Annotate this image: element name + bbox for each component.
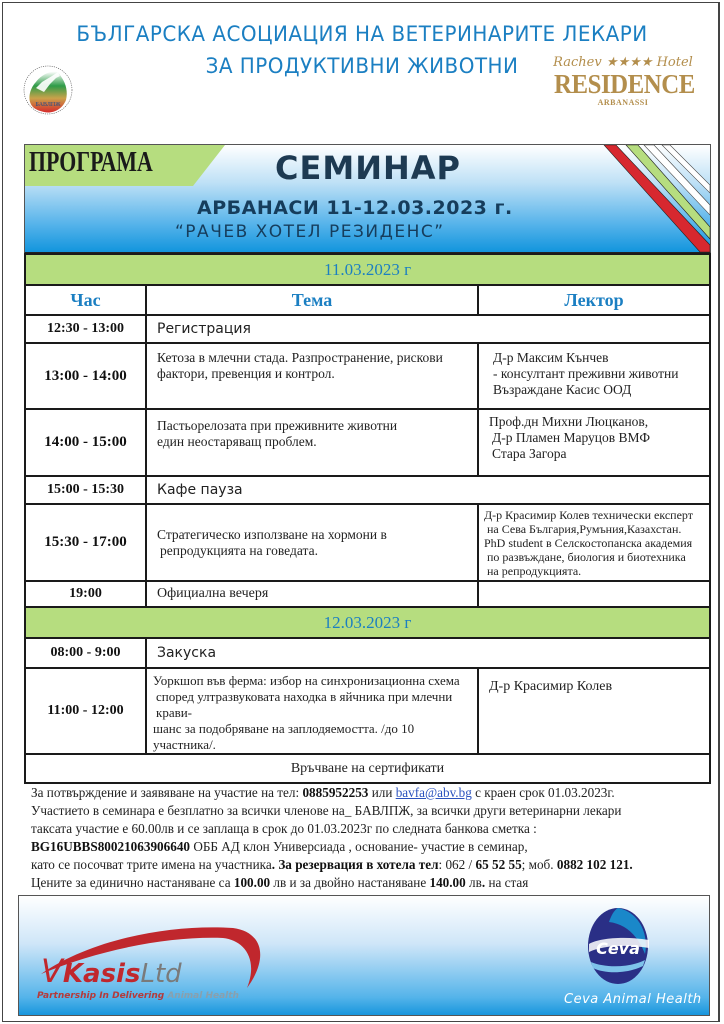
topic-line: Уоркшоп във ферма: избор на синхронизационна схема	[153, 673, 460, 688]
row-time: 11:00 - 12:00	[25, 668, 146, 754]
table-row	[25, 668, 710, 754]
association-title-line1: БЪЛГАРСКА АСОЦИАЦИЯ НА ВЕТЕРИНАРИТЕ ЛЕКАРИ	[76, 22, 648, 46]
row-topic: Закуска	[146, 638, 710, 668]
lecturer-line: Д-р Пламен Маруцов ВМФ	[492, 430, 650, 445]
kasis-suffix: Ltd	[140, 959, 182, 989]
topic-line: фактори, превенция и контрол.	[157, 366, 335, 381]
sponsors-banner	[18, 895, 710, 1016]
row-topic	[146, 343, 478, 409]
kasis-tagline-b: Animal Health	[167, 991, 239, 1001]
row-topic: Официална вечеря	[146, 581, 478, 607]
info-text: с краен срок 01.03.2023г.	[471, 785, 615, 800]
table-row	[25, 343, 710, 409]
table-row	[25, 476, 710, 504]
seminar-banner	[24, 144, 711, 254]
info-text-bold: . За резервация в хотела тел	[271, 857, 439, 872]
info-text: като се посочват трите имена на участника	[31, 857, 272, 872]
seminar-venue: “РАЧЕВ ХОТЕЛ РЕЗИДЕНС”	[175, 222, 445, 242]
row-lecturer	[478, 581, 710, 607]
decorative-stripes	[600, 145, 710, 252]
ceva-tagline: Ceva Animal Health	[564, 992, 702, 1007]
column-header-row	[25, 285, 710, 315]
day1-date: 11.03.2023 г	[25, 254, 710, 285]
ceva-logo-text: Ceva	[596, 939, 640, 958]
row-time: 14:00 - 15:00	[25, 409, 146, 476]
closing-row	[25, 754, 710, 783]
day1-date-row	[25, 254, 710, 285]
hotel-phone: 65 52 55	[475, 857, 522, 872]
lecturer-line: Д-р Красимир Колев технически експерт	[484, 507, 694, 522]
day2-date: 12.03.2023 г	[25, 607, 710, 638]
kasis-v-mark: V	[41, 952, 63, 990]
seminar-place-date: АРБАНАСИ 11-12.03.2023 г.	[197, 197, 513, 219]
lecturer-line: Д-р Красимир Колев	[489, 679, 613, 694]
info-line-1	[31, 784, 711, 802]
kasis-tagline	[37, 991, 239, 1001]
association-title-line2: ЗА ПРОДУКТИВНИ ЖИВОТНИ	[205, 54, 519, 78]
info-line-4	[31, 838, 711, 856]
hotel-logo-location: ARBANASSI	[597, 98, 649, 107]
program-label: ПРОГРАМА	[29, 147, 153, 178]
info-line-3: таксата участие е 60.00лв и се заплаща в срок до 01.03.2023г по следната банкова сметка :	[31, 821, 537, 836]
info-text-bold: .	[629, 857, 633, 872]
row-lecturer	[478, 409, 710, 476]
row-lecturer	[478, 343, 710, 409]
topic-line: шанс за подобряване на заплодяемостта. /до 10 участника/.	[153, 721, 415, 752]
row-topic	[146, 409, 478, 476]
row-topic	[146, 504, 478, 581]
schedule-table	[24, 253, 711, 784]
double-room-price: 140.00	[429, 875, 466, 890]
row-time: 19:00	[25, 581, 146, 607]
info-text: : 062 /	[438, 857, 476, 872]
info-text: или	[368, 785, 396, 800]
ceva-globe-logo	[579, 904, 657, 988]
lecturer-line: на Сева България,Румъния,Казахстан.	[487, 521, 682, 536]
topic-line: според ултразвуковата находка в яйчника при млечни крави-	[156, 689, 453, 720]
table-row	[25, 638, 710, 668]
column-header-time: Час	[25, 285, 146, 315]
hotel-mobile: 0882 102 121	[556, 857, 630, 872]
row-topic: Кафе пауза	[146, 476, 710, 504]
info-text: лв и за двойно настаняване	[270, 875, 430, 890]
topic-line: един неостаряващ проблем.	[157, 434, 317, 449]
lecturer-line: Д-р Максим Кънчев	[493, 350, 609, 365]
hotel-logo	[548, 55, 698, 107]
row-topic: Регистрация	[146, 315, 710, 343]
closing-text: Връчване на сертификати	[25, 754, 710, 783]
hotel-logo-script: Rachev ★★★★ Hotel	[553, 55, 693, 70]
kasis-tagline-a: Partnership In Delivering	[37, 991, 168, 1001]
lecturer-line: по развъждане, биология и биотехника	[487, 549, 686, 564]
row-lecturer	[478, 668, 710, 754]
day2-date-row	[25, 607, 710, 638]
row-time: 13:00 - 14:00	[25, 343, 146, 409]
column-header-lecturer: Лектор	[478, 285, 710, 315]
info-line-6	[31, 874, 711, 892]
lecturer-line: на репродукцията.	[487, 563, 582, 578]
info-text: на стая	[485, 875, 529, 890]
lecturer-line: Възраждане Касис ООД	[493, 382, 632, 397]
seminar-title: СЕМИНАР	[275, 149, 461, 187]
row-topic	[146, 668, 478, 754]
info-text: лв	[465, 875, 482, 890]
topic-line: Пастьорелозата при преживните животни	[157, 418, 398, 433]
info-text-bold: .	[481, 875, 486, 890]
info-text: Цените за единично настаняване са	[31, 875, 234, 890]
table-row	[25, 581, 710, 607]
topic-line: Кетоза в млечни стада. Разпространение, рискови	[157, 350, 443, 365]
info-line-5	[31, 856, 711, 874]
topic-line: репродукцията на говедата.	[160, 542, 318, 558]
kasis-logo-text	[41, 952, 182, 990]
row-time: 12:30 - 13:00	[25, 315, 146, 343]
table-row	[25, 504, 710, 581]
info-text: ОББ АД клон Универсиада , основание- участие в семинар,	[190, 839, 528, 854]
bank-iban: BG16UBBS80021063906640	[31, 839, 191, 854]
contact-email-link[interactable]: bavfa@abv.bg	[395, 785, 472, 800]
table-row	[25, 315, 710, 343]
row-lecturer	[478, 504, 710, 581]
lecturer-line: PhD student в Селскостопанска академия	[484, 535, 693, 550]
row-time: 15:30 - 17:00	[25, 504, 146, 581]
association-logo	[22, 58, 74, 118]
lecturer-line: Проф.дн Михни Люцканов,	[489, 414, 649, 429]
hotel-logo-name: RESIDENCE	[554, 69, 695, 99]
lecturer-line: Стара Загора	[492, 446, 567, 461]
association-logo-initials: БАВЛПЖ	[35, 102, 61, 108]
row-time: 15:00 - 15:30	[25, 476, 146, 504]
lecturer-line: - консултант преживни животни	[493, 366, 679, 381]
contact-phone: 0885952253	[302, 785, 369, 800]
info-text: ; моб.	[521, 857, 557, 872]
info-text: За потвърждение и заявяване на участие на тел:	[31, 785, 303, 800]
table-row	[25, 409, 710, 476]
kasis-name: Kasis	[62, 959, 141, 989]
column-header-topic: Тема	[146, 285, 478, 315]
row-time: 08:00 - 9:00	[25, 638, 146, 668]
topic-line: Стратегическо използване на хормони в	[157, 526, 387, 542]
info-line-2: Участието в семинара е безплатно за всички членове на_ БАВЛПЖ, за всички други ветеринарни лекари	[31, 803, 622, 818]
registration-info	[31, 784, 711, 892]
single-room-price: 100.00	[233, 875, 271, 890]
